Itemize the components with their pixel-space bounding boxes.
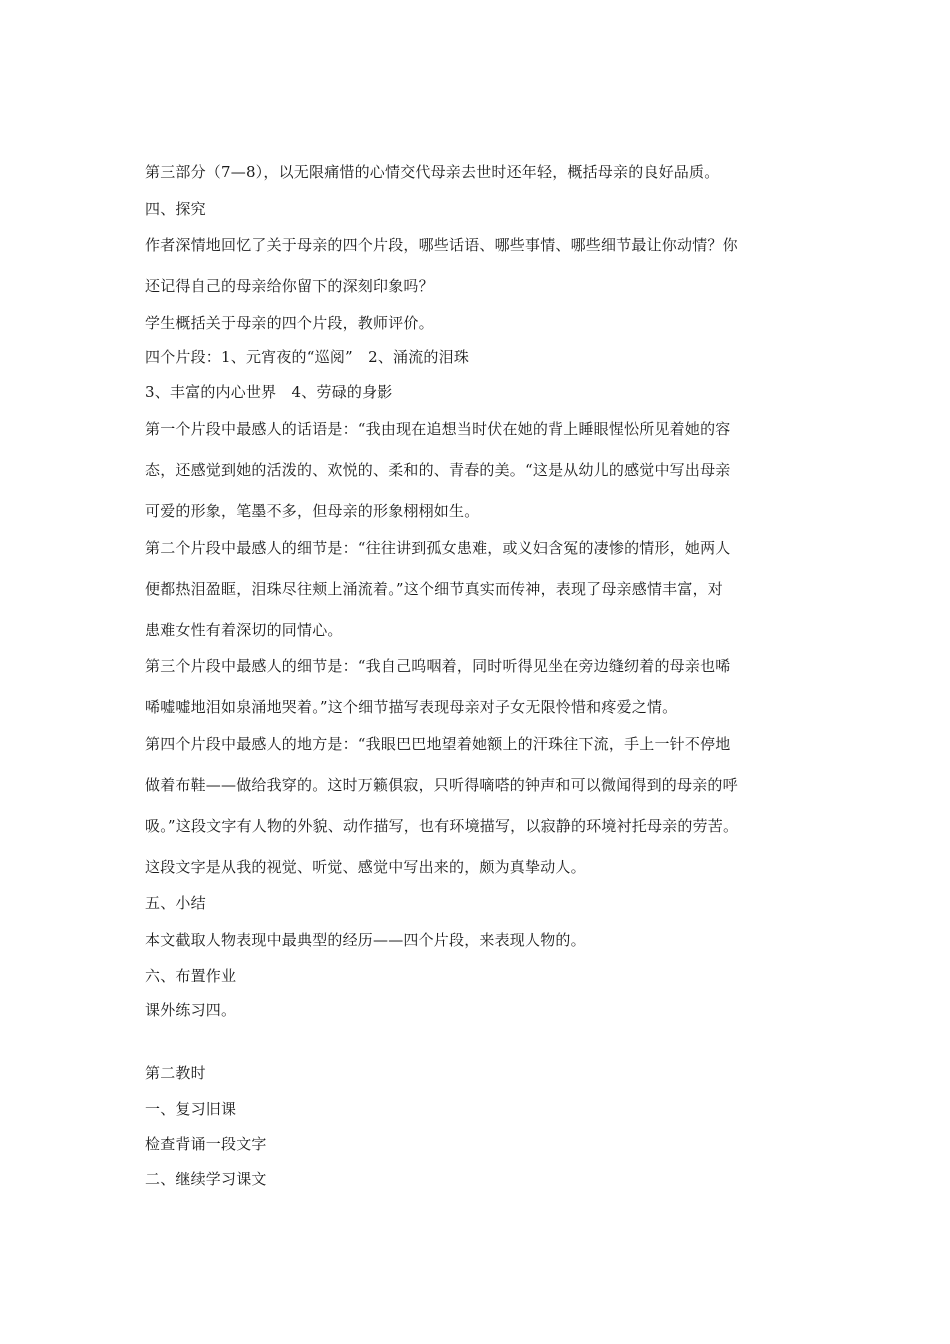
text-line: 四个片段：1、元宵夜的“巡阅” 2、涌流的泪珠 bbox=[145, 348, 470, 366]
text-line: 学生概括关于母亲的四个片段，教师评价。 bbox=[145, 314, 434, 332]
text-line: 便都热泪盈眶，泪珠尽往颊上涌流着。”这个细节真实而传神，表现了母亲感情丰富，对 bbox=[145, 580, 723, 598]
text-line: 作者深情地回忆了关于母亲的四个片段，哪些话语、哪些事情、哪些细节最让你动情？你 bbox=[145, 236, 738, 254]
text-line: 第三部分（7—8），以无限痛惜的心情交代母亲去世时还年轻，概括母亲的良好品质。 bbox=[145, 163, 720, 181]
text-line: 这段文字是从我的视觉、听觉、感觉中写出来的，颇为真挚动人。 bbox=[145, 858, 586, 876]
text-line: 第四个片段中最感人的地方是：“我眼巴巴地望着她额上的汗珠往下流，手上一针不停地 bbox=[145, 735, 731, 753]
text-line: 还记得自己的母亲给你留下的深刻印象吗？ bbox=[145, 277, 434, 295]
text-line: 态，还感觉到她的活泼的、欢悦的、柔和的、青春的美。“这是从幼儿的感觉中写出母亲 bbox=[145, 461, 731, 479]
text-line: 检查背诵一段文字 bbox=[145, 1135, 267, 1153]
text-line: 3、丰富的内心世界 4、劳碌的身影 bbox=[145, 383, 393, 401]
text-line: 本文截取人物表现中最典型的经历——四个片段，来表现人物的。 bbox=[145, 931, 586, 949]
text-line: 课外练习四。 bbox=[145, 1001, 237, 1019]
lesson-heading: 第二教时 bbox=[145, 1064, 206, 1082]
text-line: 第一个片段中最感人的话语是：“我由现在追想当时伏在她的背上睡眼惺忪所见着她的容 bbox=[145, 420, 731, 438]
text-line: 第二个片段中最感人的细节是：“往往讲到孤女患难，或义妇含冤的凄惨的情形，她两人 bbox=[145, 539, 731, 557]
section-heading: 六、布置作业 bbox=[145, 967, 237, 985]
section-heading: 二、继续学习课文 bbox=[145, 1170, 267, 1188]
text-line: 做着布鞋——做给我穿的。这时万籁俱寂，只听得嘀嗒的钟声和可以微闻得到的母亲的呼 bbox=[145, 776, 738, 794]
text-line: 患难女性有着深切的同情心。 bbox=[145, 621, 343, 639]
section-heading: 一、复习旧课 bbox=[145, 1100, 237, 1118]
section-heading: 五、小结 bbox=[145, 894, 206, 912]
text-line: 唏嘘嘘地泪如泉涌地哭着。”这个细节描写表现母亲对子女无限怜惜和疼爱之情。 bbox=[145, 698, 678, 716]
text-line: 可爱的形象，笔墨不多，但母亲的形象栩栩如生。 bbox=[145, 502, 480, 520]
text-line: 吸。”这段文字有人物的外貌、动作描写，也有环境描写，以寂静的环境衬托母亲的劳苦。 bbox=[145, 817, 739, 835]
text-line: 第三个片段中最感人的细节是：“我自己呜咽着，同时听得见坐在旁边缝纫着的母亲也唏 bbox=[145, 657, 731, 675]
section-heading: 四、探究 bbox=[145, 200, 206, 218]
